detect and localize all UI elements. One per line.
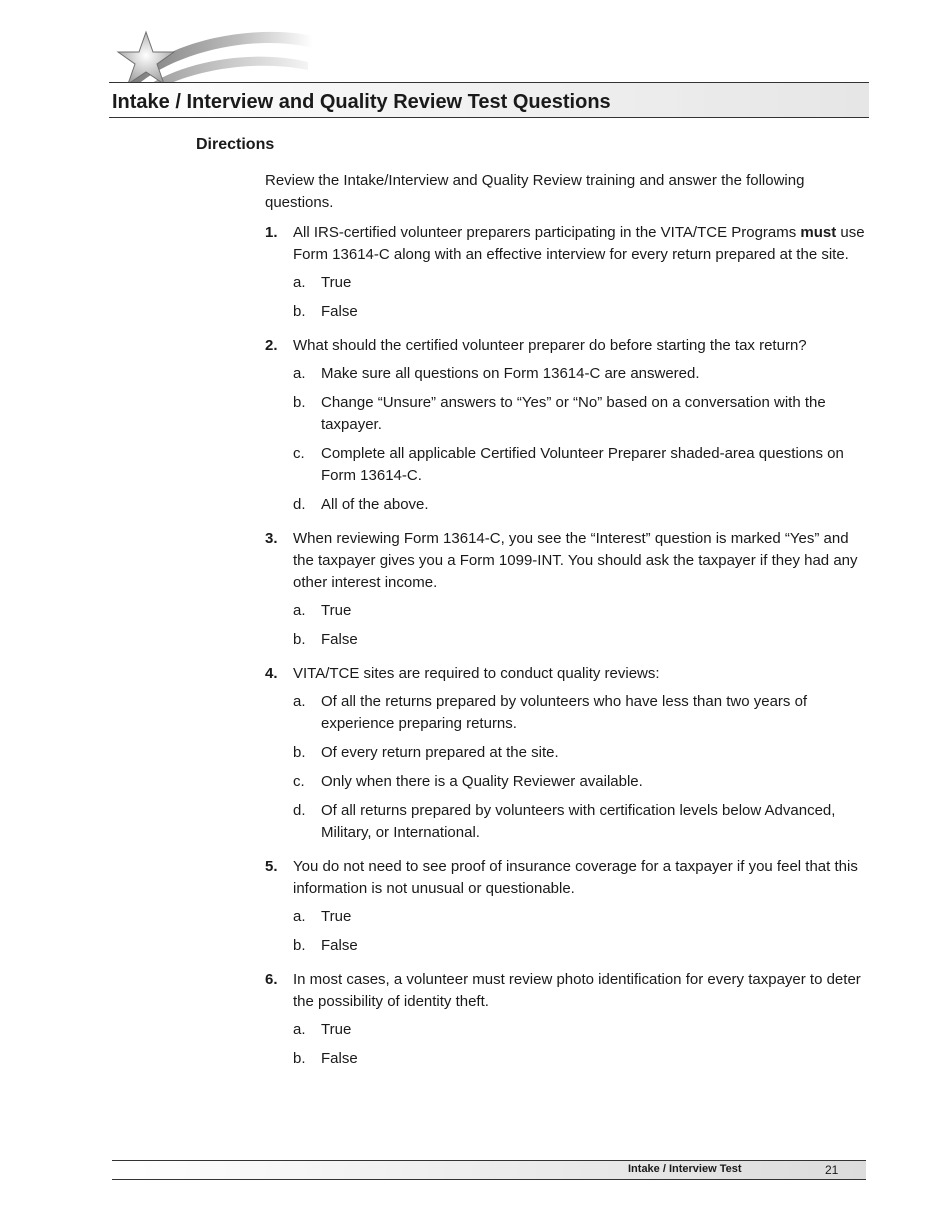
- question-2: [265, 335, 865, 516]
- answer-option: b. False: [293, 937, 358, 954]
- answer-option: a. Of all the returns prepared by volunteers who have less than two years of experience preparing returns.: [293, 693, 808, 732]
- directions-heading: Directions: [196, 136, 275, 153]
- emphasis-must: must: [800, 224, 837, 241]
- answer-option: d. All of the above.: [293, 496, 429, 513]
- question-number: 2.: [265, 337, 278, 354]
- answer-option: a. True: [293, 274, 352, 291]
- question-text: What should the certified volunteer preparer do before starting the tax return?: [293, 337, 807, 354]
- directions-intro: Review the Intake/Interview and Quality Review training and answer the following questions.: [265, 172, 805, 211]
- page-title-bar: [109, 82, 869, 118]
- footer-label: Intake / Interview Test: [628, 1163, 742, 1175]
- answer-option: c. Only when there is a Quality Reviewer available.: [293, 773, 643, 790]
- question-list: [265, 170, 865, 1082]
- question-1: [265, 222, 865, 323]
- question-number: 3.: [265, 530, 278, 547]
- page-title: Intake / Interview and Quality Review Test Questions: [112, 91, 611, 113]
- answer-option: a. True: [293, 1021, 352, 1038]
- answer-option: a. True: [293, 908, 352, 925]
- answer-option: a. Make sure all questions on Form 13614-C are answered.: [293, 365, 700, 382]
- answer-option: b. Of every return prepared at the site.: [293, 744, 559, 761]
- question-text: When reviewing Form 13614-C, you see the “Interest” question is marked “Yes” and the taxpayer gives you a Form 1099-INT. You should ask the taxpayer if they had any other interest income.: [293, 530, 858, 591]
- question-3: [265, 528, 865, 651]
- question-number: 4.: [265, 665, 278, 682]
- question-6: [265, 969, 865, 1070]
- answer-option: d. Of all returns prepared by volunteers with certification levels below Advanced, Military, or International.: [293, 802, 836, 841]
- question-4: [265, 663, 865, 844]
- page-footer: [112, 1160, 866, 1180]
- answer-option: a. True: [293, 602, 352, 619]
- question-text: All IRS-certified volunteer preparers participating in the VITA/TCE Programs must use Form 13614-C along with an effective interview for every return prepared at the site.: [293, 224, 865, 263]
- question-text: You do not need to see proof of insurance coverage for a taxpayer if you feel that this information is not unusual or questionable.: [293, 858, 858, 897]
- page-number: 21: [825, 1163, 839, 1177]
- answer-option: b. Change “Unsure” answers to “Yes” or “No” based on a conversation with the taxpayer.: [293, 394, 826, 433]
- star-swoosh-icon: [108, 28, 318, 90]
- question-text: In most cases, a volunteer must review photo identification for every taxpayer to deter the possibility of identity theft.: [293, 971, 861, 1010]
- answer-option: b. False: [293, 631, 358, 648]
- answer-option: b. False: [293, 1050, 358, 1067]
- question-5: [265, 856, 865, 957]
- answer-option: c. Complete all applicable Certified Volunteer Preparer shaded-area questions on Form 13614-C.: [293, 445, 844, 484]
- question-text: VITA/TCE sites are required to conduct quality reviews:: [293, 665, 660, 682]
- question-number: 6.: [265, 971, 278, 988]
- question-number: 1.: [265, 224, 278, 241]
- question-number: 5.: [265, 858, 278, 875]
- answer-option: b. False: [293, 303, 358, 320]
